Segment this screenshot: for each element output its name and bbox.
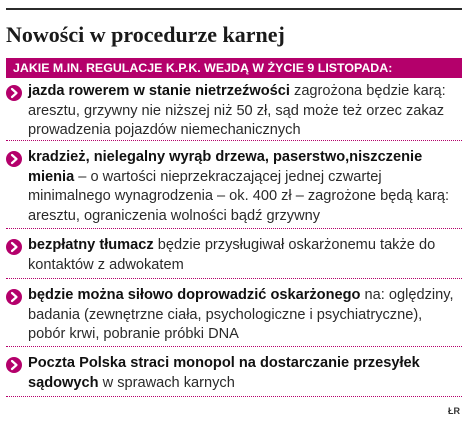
- item-rest: na: oględziny, badania (zewnętrzne ciała, psychologiczne i psychiatryczne), pobór krwi, pobranie próbki DNA: [28, 287, 454, 342]
- item-lead: kradzież, nielegalny wyrąb drzewa, paserstwo,niszczenie mienia: [28, 149, 423, 185]
- arrow-right-circle-icon: [6, 357, 22, 373]
- item-text: [28, 286, 456, 345]
- item-lead: jazda rowerem w stanie nietrzeźwości: [28, 83, 290, 99]
- list-item: [6, 236, 462, 279]
- item-text: [28, 236, 456, 275]
- item-rest: w sprawach karnych: [98, 374, 235, 391]
- arrow-right-circle-icon: [6, 85, 22, 101]
- top-rule: [6, 8, 462, 10]
- headline: Nowości w procedurze karnej: [6, 22, 285, 47]
- arrow-right-circle-icon: [6, 151, 22, 167]
- author-credit: ŁR: [448, 406, 460, 416]
- item-lead: Poczta Polska straci monopol na dostarczanie przesyłek sądowych: [28, 355, 420, 391]
- arrow-right-circle-icon: [6, 239, 22, 255]
- list-item: [6, 354, 462, 397]
- list-item: [6, 148, 462, 229]
- item-lead: będzie można siłowo doprowadzić oskarżonego: [28, 287, 361, 303]
- list-item: [6, 286, 462, 347]
- item-rest: zagrożona będzie karą: aresztu, grzywny nie niższej niż 50 zł, sąd może też orzec zakaz prowadzenia pojazdów niemechanicznych: [28, 83, 446, 138]
- item-lead: bezpłatny tłumacz: [28, 237, 154, 253]
- item-rest: będzie przysługiwał oskarżonemu także do kontaktów z adwokatem: [28, 237, 436, 273]
- item-text: [28, 82, 456, 141]
- item-rest: – o wartości nieprzekraczającej jednej czwartej minimalnego wynagrodzenia – ok. 400 zł – zagrożone będą karą: aresztu, ograniczenia wolności bądź grzywny: [28, 168, 450, 224]
- item-text: [28, 148, 456, 226]
- section-banner: JAKIE M.IN. REGULACJE K.P.K. WEJDĄ W ŻYCIE 9 LISTOPADA:: [6, 58, 462, 78]
- list-item: [6, 82, 462, 141]
- arrow-right-circle-icon: [6, 289, 22, 305]
- item-text: [28, 354, 456, 393]
